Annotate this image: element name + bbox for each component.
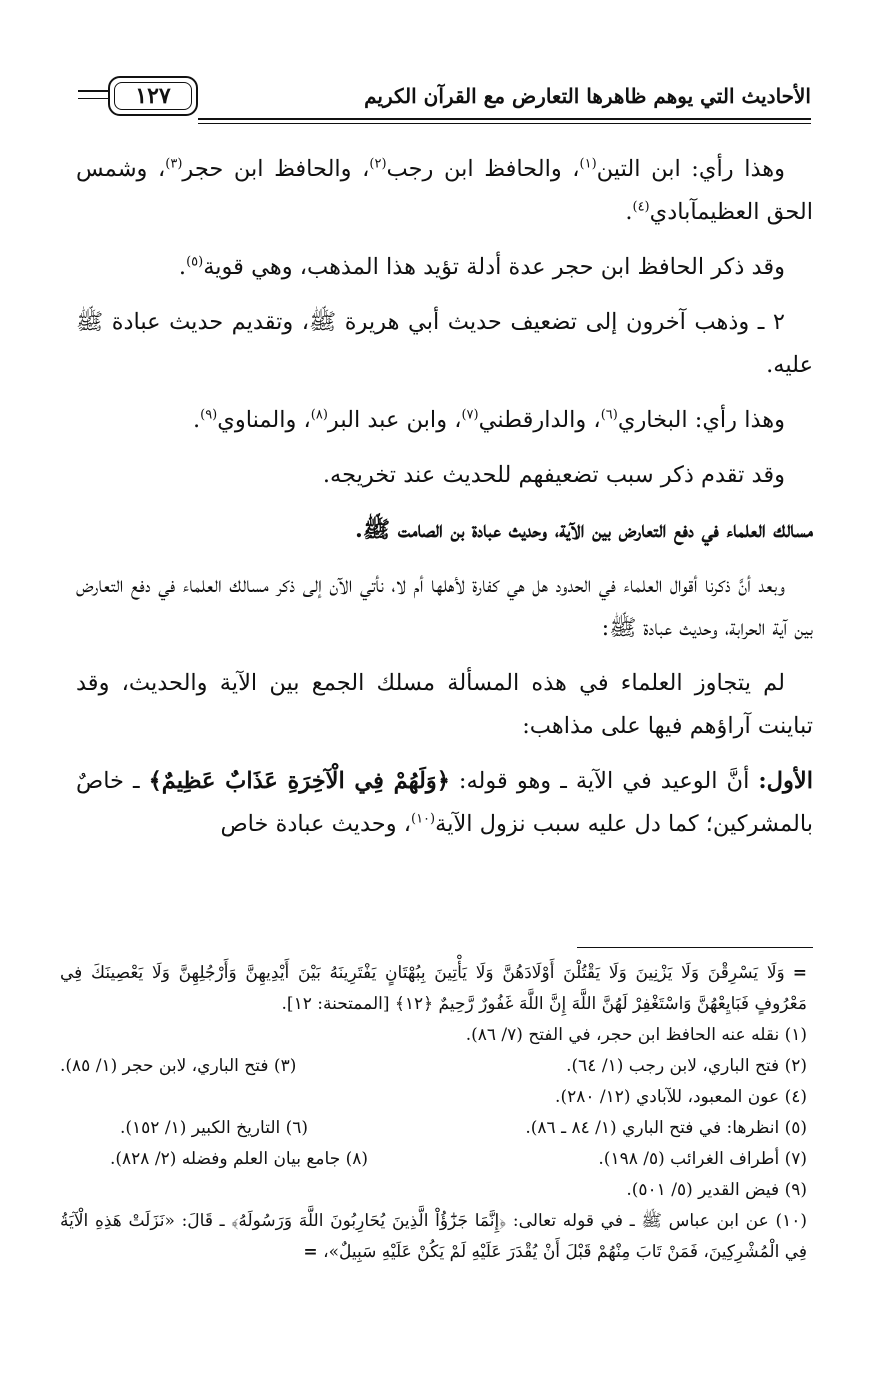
- running-title: الأحاديث التي يوهم ظاهرها التعارض مع القرآن الكريم: [364, 84, 811, 108]
- footnotes: [60, 958, 807, 1268]
- text-run: ـ خاصٌ بالمشركين؛ كما دل عليه سبب نزول الآية: [76, 768, 813, 837]
- footnote-5: (٥) انظرها: في فتح الباري (١/ ٨٤ ـ ٨٦).: [525, 1118, 807, 1138]
- footnote-continuation-text: وَلَا يَسْرِقْنَ وَلَا يَزْنِينَ وَلَا يَقْتُلْنَ أَوْلَادَهُنَّ وَلَا يَأْتِينَ بِبُهْتَانٍ يَفْتَرِينَهُ بَيْنَ أَيْدِيهِنَّ وَأَرْجُلِهِنَّ وَلَا يَعْصِينَكَ فِي مَعْرُوفٍ فَبَايِعْهُنَّ وَاسْتَغْفِرْ لَهُنَّ اللَّهَ إِنَّ اللَّهَ غَفُورٌ رَّحِيمٌ ﴿١٢﴾ [الممتحنة: ١٢].: [60, 963, 807, 1014]
- text-run: ، والحافظ ابن حجر: [182, 156, 370, 182]
- footnote-4: (٤) عون المعبود، للآبادي (١٢/ ٢٨٠).: [555, 1087, 807, 1107]
- footnote-10: [60, 1206, 807, 1268]
- running-header: [78, 70, 811, 130]
- text-run: ، والحافظ ابن رجب: [386, 156, 580, 182]
- text-run: ، والدارقطني: [478, 407, 601, 433]
- header-rule: [198, 118, 811, 120]
- text-run: وهذا رأي: ابن التين: [596, 156, 785, 182]
- footnote-3: (٣) فتح الباري، لابن حجر (١/ ٨٥).: [60, 1056, 297, 1076]
- page-number: ١٢٧: [135, 83, 171, 109]
- header-rule-left-thin: [78, 98, 108, 99]
- text-run: وهذا رأي: البخاري: [617, 407, 785, 433]
- paragraph-5: وقد تقدم ذكر سبب تضعيفهم للحديث عند تخريجه.: [322, 462, 785, 488]
- list-lead: الأول:: [758, 768, 813, 794]
- footnote-continuation: [60, 958, 807, 1020]
- footnote-8: (٨) جامع بيان العلم وفضله (٢/ ٨٢٨).: [110, 1149, 369, 1169]
- footnote-6: (٦) التاريخ الكبير (١/ ١٥٢).: [120, 1118, 309, 1138]
- text-run: ، والمناوي: [217, 407, 311, 433]
- text-run: .: [625, 199, 633, 225]
- header-rule-left: [78, 90, 108, 92]
- continuation-mark: =: [792, 963, 807, 983]
- text-run: وقد ذكر الحافظ ابن حجر عدة أدلة تؤيد هذا المذهب، وهي قوية: [203, 254, 785, 280]
- footnote-ref-9[interactable]: (٩): [200, 407, 218, 423]
- footnote-7: (٧) أطراف الغرائب (٥/ ١٩٨).: [598, 1149, 807, 1169]
- main-text: [76, 148, 813, 858]
- paragraph-3: ٢ ـ وذهب آخرون إلى تضعيف حديث أبي هريرة ﷺ، وتقديم حديث عبادة ﷺ عليه.: [76, 309, 813, 378]
- continuation-mark-end: =: [303, 1242, 318, 1262]
- quran-quote: ﴿وَلَهُمْ فِي الْآخِرَةِ عَذَابٌ عَظِيمٌ﴾: [148, 768, 450, 794]
- paragraph-8: [76, 760, 813, 846]
- footnote-ref-1[interactable]: (١): [579, 156, 597, 172]
- footnote-ref-2[interactable]: (٢): [369, 156, 387, 172]
- footnote-separator: [577, 947, 813, 948]
- footnote-ref-4[interactable]: (٤): [632, 199, 650, 215]
- footnote-ref-10[interactable]: (١٠): [411, 811, 436, 827]
- footnote-ref-8[interactable]: (٨): [310, 407, 328, 423]
- text-run: أنَّ الوعيد في الآية ـ وهو قوله:: [449, 768, 759, 794]
- text-run: ، وحديث عبادة خاص: [220, 811, 411, 837]
- footnote-1: (١) نقله عنه الحافظ ابن حجر، في الفتح (٧/ ٨٦).: [465, 1025, 807, 1045]
- footnote-row-5-6: [60, 1113, 807, 1144]
- footnote-row-2-3: [60, 1051, 807, 1082]
- footnote-2: (٢) فتح الباري، لابن رجب (١/ ٦٤).: [566, 1056, 807, 1076]
- paragraph-2: [76, 246, 813, 289]
- footnote-ref-7[interactable]: (٧): [461, 407, 479, 423]
- paragraph-1: [76, 148, 813, 234]
- paragraph-4: [76, 399, 813, 442]
- footnote-ref-3[interactable]: (٣): [165, 156, 183, 172]
- footnote-ref-6[interactable]: (٦): [600, 407, 618, 423]
- footnote-row-7-8: [60, 1144, 807, 1175]
- section-heading: مسالك العلماء في دفع التعارض بين الآية، وحديث عبادة بن الصامت ﷺ.: [355, 517, 813, 543]
- text-run: ، وابن عبد البر: [327, 407, 462, 433]
- footnote-9: (٩) فيض القدير (٥/ ٥٠١).: [626, 1180, 807, 1200]
- paragraph-7: لم يتجاوز العلماء في هذه المسألة مسلك الجمع بين الآية والحديث، وقد تباينت آراؤهم فيها على مذاهب:: [76, 670, 813, 739]
- footnote-10-text: (١٠) عن ابن عباس ﷺ ـ في قوله تعالى: ﴿إِنَّمَا جَزَٰٓؤُاْ الَّذِينَ يُحَارِبُونَ اللَّهَ وَرَسُولَهُ﴾ ـ قَالَ: «نَزَلَتْ هَذِهِ الْآيَةُ فِي الْمُشْرِكِينَ، فَمَنْ تَابَ مِنْهُمْ قَبْلَ أَنْ يُقْدَرَ عَلَيْهِ لَمْ يَكُنْ عَلَيْهِ سَبِيلٌ»،: [60, 1211, 807, 1262]
- text-run: ، وشمس الحق العظيمآبادي: [76, 156, 813, 225]
- text-run: .: [192, 407, 201, 433]
- text-run: .: [178, 254, 187, 280]
- page-number-frame: [108, 76, 198, 116]
- footnote-ref-5[interactable]: (٥): [186, 254, 204, 270]
- header-rule-thin: [198, 123, 811, 124]
- paragraph-6: وبعد أنَّ ذكرنا أقوال العلماء في الحدود هل هي كفارة لأهلها أم لا، نأتي الآن إلى ذكر مسالك العلماء في دفع التعارض بين آية الحرابة، وحديث عبادة ﷺ:: [76, 572, 813, 641]
